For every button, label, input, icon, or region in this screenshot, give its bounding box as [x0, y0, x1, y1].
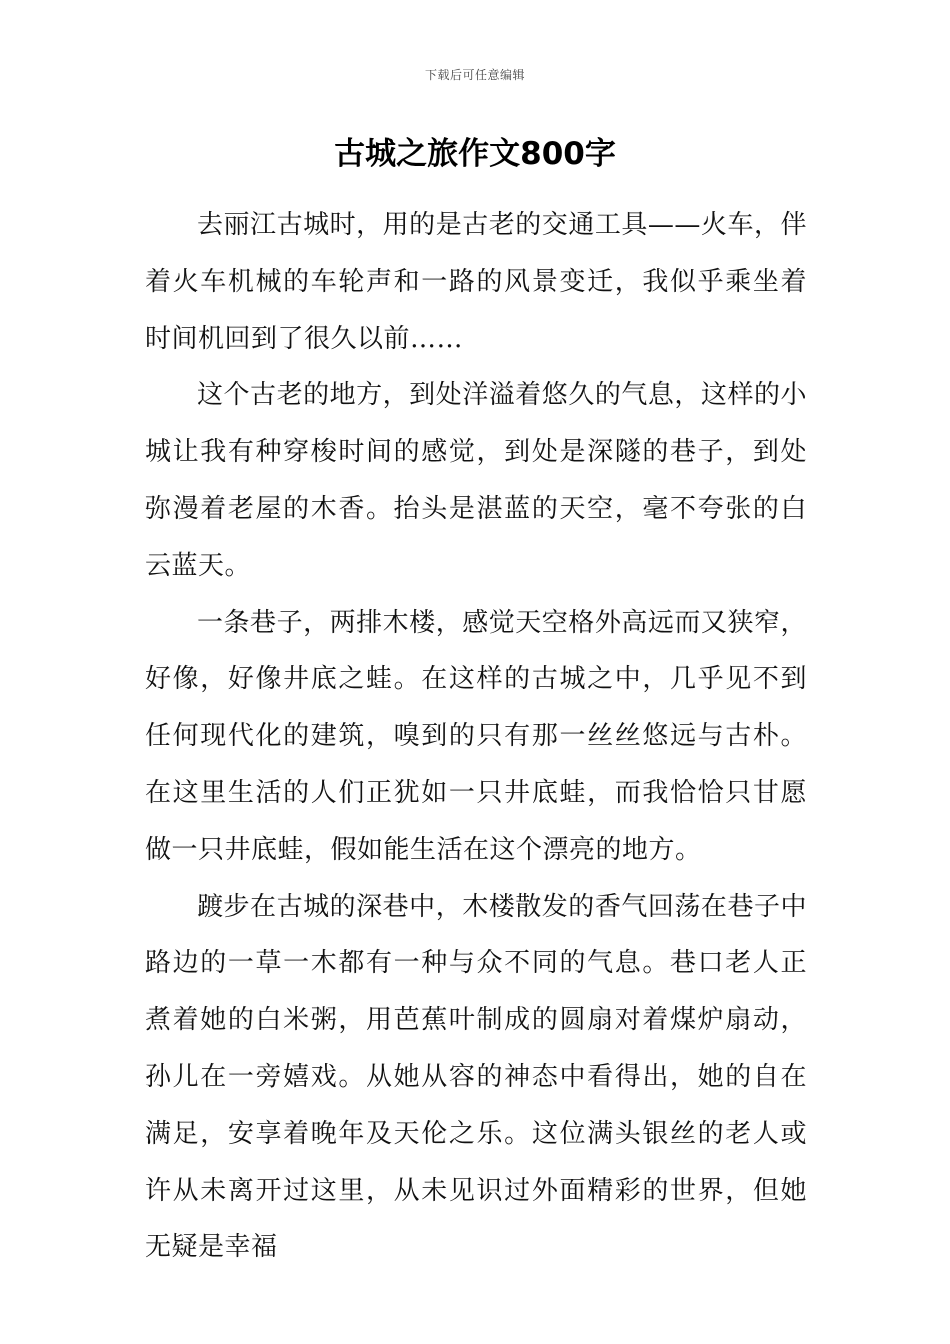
- header-note: 下载后可任意编辑: [424, 68, 525, 82]
- paragraph-1: 去丽江古城时，用的是古老的交通工具——火车，伴着火车机械的车轮声和一路的风景变迁，我似乎乘坐着时间机回到了很久以前……: [145, 210, 807, 354]
- paragraph-4: 踱步在古城的深巷中，木楼散发的香气回荡在巷子中路边的一草一木都有一种与众不同的气息。巷口老人正煮着她的白米粥，用芭蕉叶制成的圆扇对着煤炉扇动，孙儿在一旁嬉戏。从她从容的神态中看得出，她的自在满足，安享着晚年及天伦之乐。这位满头银丝的老人或许从未离开过这里，从未见识过外面精彩的世界，但她无疑是幸福: [145, 891, 807, 1263]
- document-body: [145, 197, 807, 1276]
- paragraph-2: 这个古老的地方，到处洋溢着悠久的气息，这样的小城让我有种穿梭时间的感觉，到处是深隧的巷子，到处弥漫着老屋的木香。抬头是湛蓝的天空，毫不夸张的白云蓝天。: [145, 380, 807, 581]
- paragraph-3: 一条巷子，两排木楼，感觉天空格外高远而又狭窄，好像，好像井底之蛙。在这样的古城之中，几乎见不到任何现代化的建筑，嗅到的只有那一丝丝悠远与古朴。在这里生活的人们正犹如一只井底蛙，而我恰恰只甘愿做一只井底蛙，假如能生活在这个漂亮的地方。: [145, 607, 807, 865]
- document-title: 古城之旅作文800字: [334, 136, 616, 172]
